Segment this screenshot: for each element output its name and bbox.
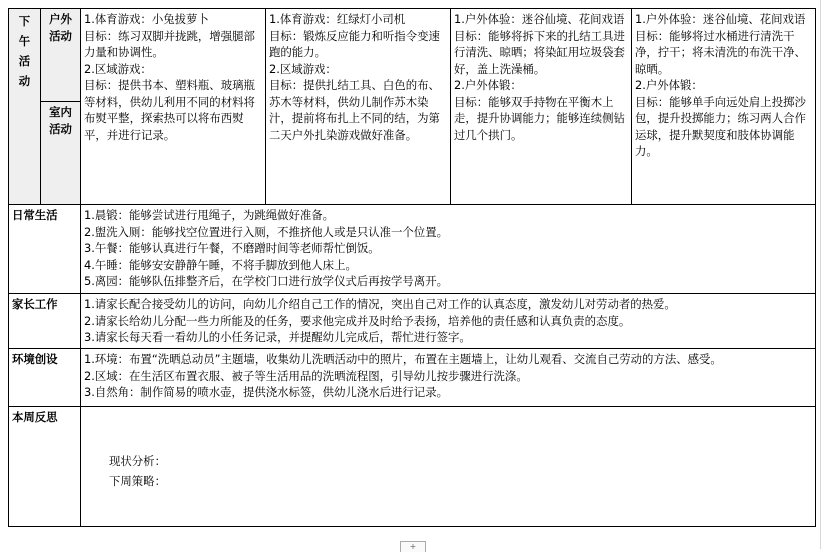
outdoor-label-line-1: 户外 [49, 12, 72, 26]
page-edge-line [820, 0, 821, 549]
parents-item-3: 3.请家长每天看一看幼儿的小任务记录，并提醒幼儿完成后，帮忙进行签字。 [84, 330, 471, 344]
day-1-line-1: 1.体育游戏：小兔拔萝卜 [84, 12, 209, 26]
environment-item-1: 1.环境：布置“洗晒总动员”主题墙，收集幼儿洗晒活动中的照片，布置在主题墙上，让幼儿观看、交流自己劳动的方法、感受。 [84, 352, 722, 366]
day-4-line-3: 2.户外体锻： [635, 78, 703, 92]
day-4-line-2: 目标：能够将过水桶进行清洗干净，拧干；将未清洗的布洗干净、晾晒。 [635, 28, 806, 76]
parents-work-cell [81, 294, 816, 349]
day-2-line-4: 目标：提供扎结工具、白色的布、苏木等材料，供幼儿制作苏木染汁，提前将布扎上不同的结，为第二天户外扎染游戏做好准备。 [269, 78, 440, 142]
daily-life-cell [81, 205, 816, 294]
outdoor-label-line-2: 活动 [49, 28, 72, 43]
day-3-line-2: 目标：能够将拆下来的扎结工具进行清洗、晾晒；将染缸用垃圾袋套好，盖上洗澡桶。 [454, 28, 625, 76]
daily-life-item-3: 3.午餐：能够认真进行午餐，不磨蹭时间等老师帮忙倒饭。 [84, 241, 380, 255]
parents-item-1: 1.请家长配合接受幼儿的访问，向幼儿介绍自己工作的情况，突出自己对工作的认真态度，激发幼儿对劳动者的热爱。 [84, 297, 676, 311]
parents-item-2: 2.请家长给幼儿分配一些力所能及的任务，要求他完成并及时给予表扬，培养他的责任感和认真负责的态度。 [84, 313, 631, 328]
day-3-line-4: 目标：能够双手持物在平衡木上走，提升协调能力；能够连续侧钻过几个拱门。 [454, 94, 625, 142]
daily-life-label: 日常生活 [9, 205, 81, 294]
afternoon-char-2: 午 [18, 34, 31, 48]
day-2-line-1: 1.体育游戏：红绿灯小司机 [269, 12, 406, 26]
day-1-line-4: 目标：提供书本、塑料瓶、玻璃瓶等材料，供幼儿利用不同的材料将布熨平整，探索热可以将布西熨平，并进行记录。 [84, 78, 255, 142]
environment-label: 环境创设 [9, 349, 81, 407]
day-1-line-2: 目标：练习双脚并拢跳，增强腿部力量和协调性。 [84, 28, 255, 59]
indoor-label-line-1: 室内 [49, 105, 72, 119]
table-resize-handle[interactable]: + [400, 541, 426, 552]
environment-item-2: 2.区域：在生活区布置衣服、被子等生活用品的洗晒流程图，引导幼儿按步骤进行洗涤。 [84, 368, 528, 383]
reflection-cell[interactable] [81, 407, 816, 527]
day-2-line-2: 目标：锻炼反应能力和听指令变速跑的能力。 [269, 28, 440, 59]
parents-work-label: 家长工作 [9, 294, 81, 349]
indoor-label-line-2: 活动 [49, 121, 72, 136]
day-4-cell [632, 9, 816, 205]
day-1-cell [81, 9, 266, 205]
daily-life-item-2: 2.盥洗入厕：能够找空位置进行入厕，不推挤他人或是只认准一个位置。 [84, 224, 448, 239]
daily-life-item-5: 5.离园：能够队伍排整齐后，在学校门口进行放学仪式后再按学号离开。 [84, 274, 448, 288]
daily-life-item-1: 1.晨锻：能够尝试进行甩绳子，为跳绳做好准备。 [84, 208, 335, 222]
afternoon-char-3: 活 [18, 54, 31, 68]
day-3-line-1: 1.户外体验：迷谷仙境、花间戏语 [454, 12, 625, 26]
afternoon-char-1: 下 [18, 14, 31, 28]
afternoon-char-4: 动 [18, 74, 31, 88]
day-4-line-1: 1.户外体验：迷谷仙境、花间戏语 [635, 12, 806, 26]
day-3-line-3: 2.户外体锻： [454, 78, 522, 92]
reflection-label: 本周反思 [9, 407, 81, 527]
day-1-line-3: 2.区域游戏： [84, 61, 152, 76]
status-analysis-text: 现状分析： [109, 454, 166, 468]
daily-life-item-4: 4.午睡：能够安安静静午睡，不将手脚放到他人床上。 [84, 257, 357, 272]
day-4-line-4: 目标：能够单手向远处肩上投掷沙包，提升投掷能力；练习两人合作运球，提升默契度和肢体协调能力。 [635, 94, 806, 158]
next-week-strategy-text: 下周策略： [109, 474, 166, 488]
weekly-plan-table [8, 8, 816, 527]
environment-cell [81, 349, 816, 407]
environment-item-3: 3.自然角：制作简易的喷水壶，提供浇水标签，供幼儿浇水后进行记录。 [84, 385, 448, 399]
outdoor-activity-label [41, 9, 81, 102]
indoor-activity-label [41, 102, 81, 205]
day-2-line-3: 2.区域游戏： [269, 61, 337, 76]
day-3-cell [451, 9, 632, 205]
day-2-cell [266, 9, 451, 205]
afternoon-activity-label [9, 9, 41, 205]
